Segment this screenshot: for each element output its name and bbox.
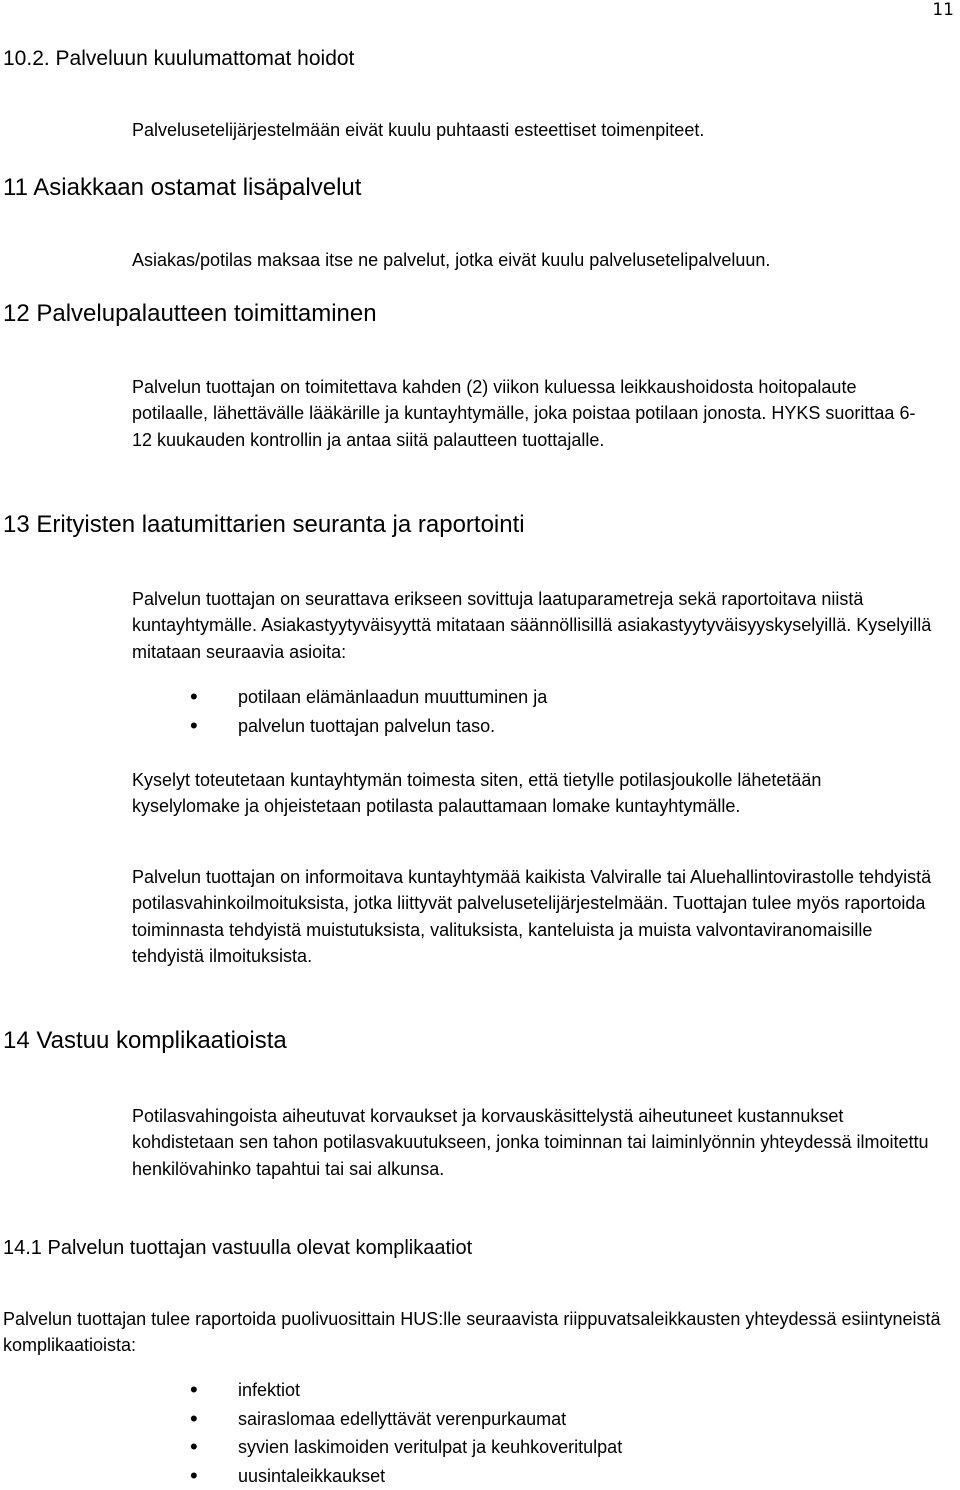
heading-13: 13 Erityisten laatumittarien seuranta ja raportointi [3, 510, 525, 540]
paragraph-11: Asiakas/potilas maksaa itse ne palvelut, jotka eivät kuulu palvelusetelipalveluun. [132, 247, 932, 273]
paragraph-13-intro: Palvelun tuottajan on seurattava erikseen sovittuja laatuparametreja sekä raportoitava niistä kuntayhtymälle. Asiakastyytyväisyyttä mitataan säännöllisillä asiakastyytyväisyyskyselyillä. Kyselyillä mitataan seuraavia asioita: [132, 586, 932, 665]
page-number: 11 [932, 0, 954, 20]
heading-14: 14 Vastuu komplikaatioista [3, 1026, 287, 1056]
list-item: • uusintaleikkaukset [190, 1462, 622, 1490]
heading-10-2: 10.2. Palveluun kuulumattomat hoidot [3, 46, 354, 72]
list-survey-topics [190, 683, 547, 740]
heading-11: 11 Asiakkaan ostamat lisäpalvelut [3, 173, 361, 203]
paragraph-14-1: Palvelun tuottajan tulee raportoida puolivuosittain HUS:lle seuraavista riippuvatsaleikkausten yhteydessä esiintyneistä komplikaatioista: [3, 1306, 943, 1359]
paragraph-10-2: Palvelusetelijärjestelmään eivät kuulu puhtaasti esteettiset toimenpiteet. [132, 117, 932, 143]
heading-14-1: 14.1 Palvelun tuottajan vastuulla olevat komplikaatiot [3, 1235, 472, 1261]
heading-12: 12 Palvelupalautteen toimittaminen [3, 299, 377, 329]
list-complications [190, 1376, 622, 1490]
paragraph-14: Potilasvahingoista aiheutuvat korvaukset ja korvauskäsittelystä aiheutuneet kustannukset kohdistetaan sen tahon potilasvakuutukseen, jonka toiminnan tai laiminlyönnin yhteydessä ilmoitettu henkilövahinko tapahtui tai sai alkunsa. [132, 1103, 932, 1182]
list-item: • palvelun tuottajan palvelun taso. [190, 712, 547, 741]
list-item: • potilaan elämänlaadun muuttuminen ja [190, 683, 547, 712]
paragraph-12: Palvelun tuottajan on toimitettava kahden (2) viikon kuluessa leikkaushoidosta hoitopalaute potilaalle, lähettävälle lääkärille ja kuntayhtymälle, joka poistaa potilaan jonosta. HYKS suorittaa 6-12 kuukauden kontrollin ja antaa siitä palautteen tuottajalle. [132, 374, 932, 453]
list-item: • sairaslomaa edellyttävät verenpurkaumat [190, 1405, 622, 1434]
paragraph-13-surveys: Kyselyt toteutetaan kuntayhtymän toimesta siten, että tietylle potilasjoukolle lähetetään kyselylomake ja ohjeistetaan potilasta palauttamaan lomake kuntayhtymälle. [132, 767, 932, 820]
list-item: • infektiot [190, 1376, 622, 1405]
paragraph-13-reporting: Palvelun tuottajan on informoitava kuntayhtymää kaikista Valviralle tai Aluehallintovirastolle tehdyistä potilasvahinkoilmoituksista, jotka liittyvät palvelusetelijärjestelmään. Tuottajan tulee myös raportoida toiminnasta tehdyistä muistutuksista, valituksista, kanteluista ja muista valvontaviranomaisille tehdyistä ilmoituksista. [132, 864, 932, 969]
list-item: • syvien laskimoiden veritulpat ja keuhkoveritulpat [190, 1433, 622, 1462]
